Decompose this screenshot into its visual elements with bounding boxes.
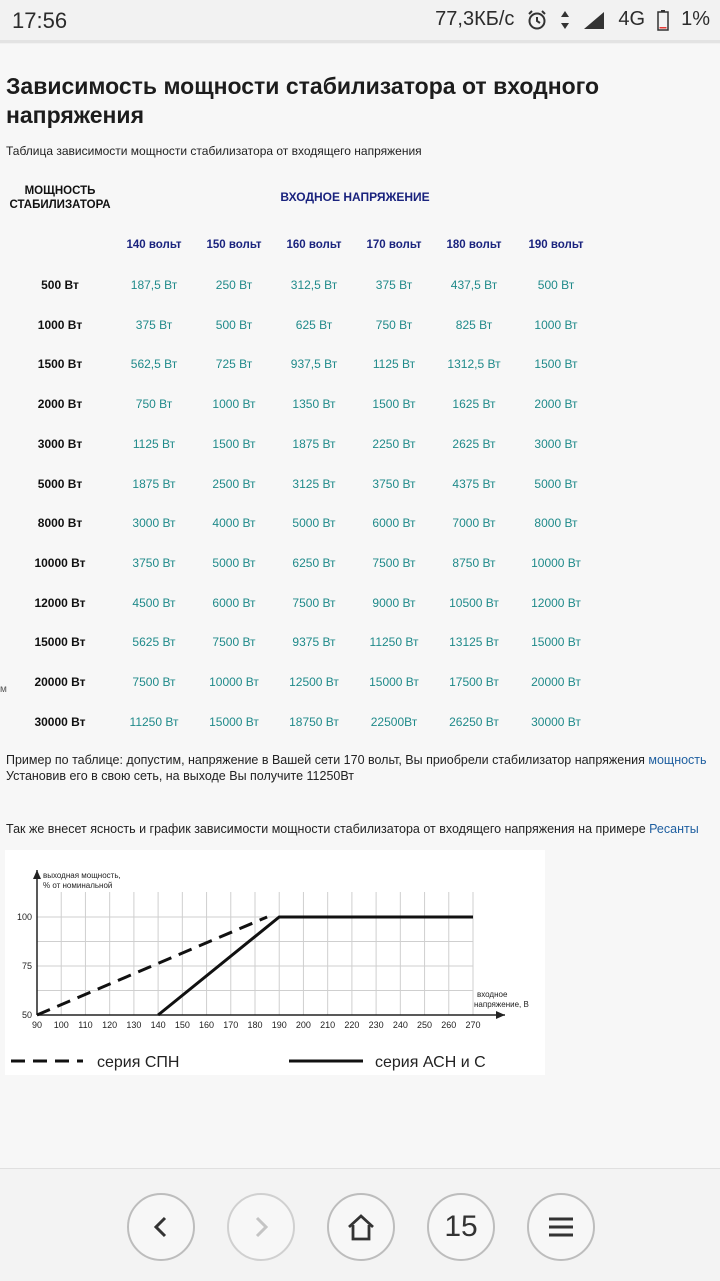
example-text: Пример по таблице: допустим, напряжение в Вашей сети 170 вольт, Вы приобрели стабилизатор напряжения [6,753,649,767]
table-cell: 1000 Вт [534,317,578,332]
menu-button[interactable] [527,1193,595,1261]
table-cell: 437,5 Вт [450,278,498,292]
table-cell: 15000 Вт [369,675,419,689]
table-cell: 12500 Вт [289,675,339,689]
table-cell: 5000 Вт [534,476,578,491]
table-cell: 3750 Вт [132,555,176,570]
table-cell: 1500 Вт [534,357,578,372]
x-tick-label: 200 [295,1020,311,1030]
table-cell: 8750 Вт [452,555,496,570]
row-label: 1500 Вт [37,357,83,372]
table-cell: 7000 Вт [452,516,496,531]
power-vs-voltage-chart [5,850,545,1075]
column-header-5: 190 вольт [528,239,584,251]
y-axis-label: выходная мощность, [43,871,121,880]
table-cell: 750 Вт [375,317,413,332]
article-title: Зависимость мощности стабилизатора от входного напряжения [6,73,600,128]
column-header-4: 180 вольт [446,239,502,251]
voltage-group-header: ВХОДНОЕ НАПРЯЖЕНИЕ [280,190,430,204]
x-tick-label: 140 [150,1020,166,1030]
menu-icon [548,1216,574,1238]
table-cell: 375 Вт [135,317,173,332]
table-cell: 5625 Вт [132,635,176,650]
column-header-3: 170 вольт [366,239,422,251]
table-cell: 11250 Вт [129,714,179,729]
table-cell: 250 Вт [215,278,253,292]
power-column-header: МОЩНОСТЬ СТАБИЛИЗАТОРА [9,185,111,211]
table-cell: 7500 Вт [132,675,176,689]
forward-button[interactable] [227,1193,295,1261]
table-cell: 13125 Вт [449,635,499,650]
x-axis-arrow [496,1011,505,1019]
browser-bottom-bar [0,1168,720,1281]
row-label: 20000 Вт [34,675,86,689]
x-tick-label: 110 [78,1020,93,1030]
table-cell: 17500 Вт [449,675,499,689]
table-cell: 500 Вт [215,317,253,332]
table-cell: 5000 Вт [292,516,336,531]
x-axis-label-2: напряжение, В [474,1000,529,1009]
table-cell: 1350 Вт [292,397,336,412]
legend-label-0: серия СПН [97,1054,180,1071]
column-header-2: 160 вольт [286,239,342,251]
table-cell: 30000 Вт [531,714,581,729]
status-time: 17:56 [12,8,68,33]
table-cell: 4500 Вт [132,595,176,610]
table-cell: 1312,5 Вт [447,357,501,372]
y-tick-label: 50 [21,1010,32,1020]
example-paragraph [6,752,720,784]
example-link[interactable]: мощность [648,753,707,767]
row-label: 1000 Вт [37,317,83,332]
table-cell: 18750 Вт [289,714,339,729]
battery-icon [657,9,669,31]
x-tick-label: 220 [344,1020,360,1030]
table-cell: 9375 Вт [292,635,336,650]
table-cell: 2000 Вт [534,397,578,412]
row-label: 2000 Вт [37,397,83,412]
table-cell: 1500 Вт [372,397,416,412]
x-tick-label: 160 [199,1020,215,1030]
y-axis-arrow [33,870,41,879]
x-tick-label: 170 [223,1020,239,1030]
table-cell: 725 Вт [215,357,253,372]
signal-icon [582,10,606,30]
graph-intro-paragraph [6,822,720,836]
y-tick-label: 100 [16,912,32,922]
table-cell: 15000 Вт [531,635,581,650]
cut-off-text: м [0,684,7,695]
x-tick-label: 190 [271,1020,287,1030]
table-cell: 15000 Вт [209,714,259,729]
back-button[interactable] [127,1193,195,1261]
y-axis-label-2: % от номинальной [43,881,113,890]
column-header-0: 140 вольт [126,239,182,251]
x-tick-label: 150 [174,1020,190,1030]
back-icon [149,1215,173,1239]
table-cell: 12000 Вт [531,595,581,610]
table-cell: 2250 Вт [372,436,416,451]
table-cell: 6250 Вт [292,555,336,570]
table-cell: 937,5 Вт [290,357,338,372]
row-label: 30000 Вт [34,714,86,729]
page-load-bar [0,40,720,43]
table-cell: 187,5 Вт [130,278,178,292]
x-tick-label: 240 [392,1020,408,1030]
table-cell: 22500Вт [370,714,418,729]
status-right [435,8,710,31]
table-cell: 500 Вт [537,278,575,292]
x-tick-label: 270 [465,1020,481,1030]
row-label: 15000 Вт [34,635,86,650]
row-label: 5000 Вт [37,476,83,491]
table-cell: 6000 Вт [372,516,416,531]
home-icon [346,1213,376,1241]
graph-intro-text: Так же внесет ясность и график зависимости мощности стабилизатора от входящего напряжения на примере [6,822,650,836]
chart-svg [5,850,545,1075]
alarm-icon [526,9,548,31]
table-cell: 1000 Вт [212,397,256,412]
table-cell: 26250 Вт [449,714,499,729]
column-header-1: 150 вольт [206,239,262,251]
article-subtitle: Таблица зависимости мощности стабилизатора от входящего напряжения [6,144,422,158]
table-cell: 2500 Вт [212,476,256,491]
table-cell: 825 Вт [455,317,493,332]
table-cell: 6000 Вт [212,595,256,610]
graph-intro-link[interactable]: Ресанты [649,822,699,836]
tabs-button[interactable] [427,1193,495,1261]
table-cell: 1125 Вт [372,357,416,372]
table-cell: 7500 Вт [372,555,416,570]
table-cell: 9000 Вт [372,595,416,610]
x-tick-label: 260 [441,1020,457,1030]
row-label: 8000 Вт [37,516,83,531]
row-label: 10000 Вт [34,555,86,570]
x-tick-label: 180 [247,1020,263,1030]
table-cell: 10000 Вт [209,675,259,689]
table-cell: 8000 Вт [534,516,578,531]
table-cell: 2625 Вт [452,436,496,451]
table-cell: 750 Вт [135,397,173,412]
y-tick-label: 75 [21,961,32,971]
network-speed: 77,3КБ/с [435,8,515,30]
table-cell: 4000 Вт [212,516,256,531]
status-bar [0,0,720,40]
example-result: Установив его в свою сеть, на выходе Вы получите 11250Вт [6,769,355,783]
table-cell: 1125 Вт [132,436,176,451]
table-cell: 4375 Вт [452,476,496,491]
table-cell: 3000 Вт [534,436,578,451]
x-tick-label: 250 [417,1020,433,1030]
table-cell: 10500 Вт [449,595,499,610]
tabs-counter: 15 [444,1210,478,1243]
table-cell: 3125 Вт [292,476,336,491]
x-tick-label: 130 [126,1020,142,1030]
data-arrows-icon [560,10,570,30]
row-label: 3000 Вт [37,436,83,451]
table-cell: 10000 Вт [531,555,581,570]
web-page[interactable] [0,44,720,1168]
table-cell: 3750 Вт [372,476,416,491]
row-label: 12000 Вт [34,595,86,610]
x-tick-label: 230 [368,1020,384,1030]
x-axis-label: входное [477,990,508,999]
table-cell: 5000 Вт [212,555,256,570]
table-cell: 1875 Вт [292,436,336,451]
table-cell: 312,5 Вт [290,278,338,292]
table-cell: 3000 Вт [132,516,176,531]
x-tick-label: 90 [31,1020,43,1030]
table-cell: 7500 Вт [292,595,336,610]
table-cell: 1625 Вт [452,397,496,412]
table-cell: 1500 Вт [212,436,256,451]
table-cell: 11250 Вт [369,635,419,650]
row-label: 500 Вт [41,278,79,292]
table-cell: 562,5 Вт [130,357,178,372]
legend-label-1: серия АСН и С [375,1054,486,1071]
table-cell: 375 Вт [375,278,413,292]
table-cell: 1875 Вт [132,476,176,491]
table-cell: 20000 Вт [531,675,581,689]
table-cell: 7500 Вт [212,635,256,650]
x-tick-label: 210 [320,1020,336,1030]
home-button[interactable] [327,1193,395,1261]
table-cell: 625 Вт [295,317,333,332]
x-tick-label: 120 [102,1020,118,1030]
battery-level: 1% [681,8,710,30]
forward-icon [249,1215,273,1239]
network-type: 4G [618,8,646,30]
x-tick-label: 100 [53,1020,69,1030]
